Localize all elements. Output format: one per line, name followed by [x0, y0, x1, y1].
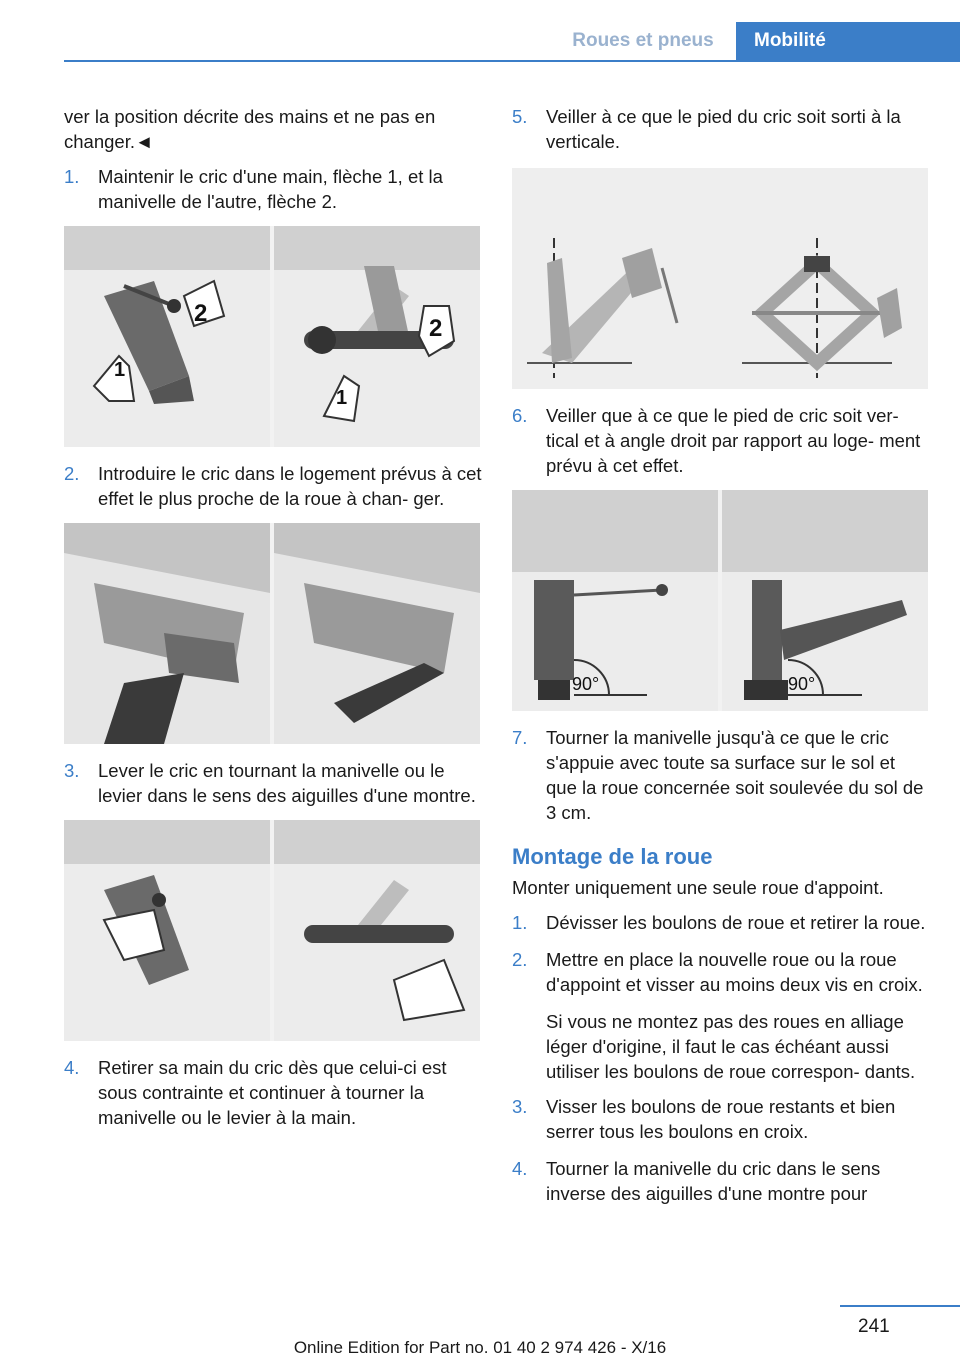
step-item [512, 104, 930, 154]
angle-label: 90° [572, 674, 600, 694]
edition-info: Online Edition for Part no. 01 40 2 974 426 - X/16 [293, 1338, 667, 1357]
section-tab[interactable]: Roues et pneus [572, 30, 714, 51]
arrow-label: 2 [194, 300, 208, 327]
step-note: Si vous ne montez pas des roues en alliage léger d'origine, il faut le cas échéant aussi utiliser les boulons de roue correspon- dants. [546, 1011, 916, 1082]
step-item [64, 461, 482, 511]
step-number: 4. [512, 1158, 528, 1179]
section-heading: Montage de la roue [512, 844, 713, 869]
arrow-label: 1 [114, 359, 126, 381]
right-column [512, 104, 930, 1218]
figure-crank-jack [64, 820, 480, 1041]
angle-label: 90° [788, 674, 816, 694]
step-text: Visser les boulons de roue restants et bien serrer tous les boulons en croix. [546, 1096, 896, 1142]
figure-jack-vertical-diagram [512, 168, 928, 389]
step-item [512, 403, 930, 478]
step-text: Veiller que à ce que le pied de cric soit ver- tical et à angle droit par rapport au loge- ment prévu à cet effet. [546, 405, 921, 476]
step-number: 2. [64, 463, 80, 484]
step-text: Introduire le cric dans le logement prévus à cet effet le plus proche de la roue à chan- ger. [98, 463, 482, 509]
step-item [512, 725, 930, 825]
step-text: Maintenir le cric d'une main, flèche 1, et la manivelle de l'autre, flèche 2. [98, 166, 443, 212]
step-text: Veiller à ce que le pied du cric soit sorti à la verticale. [546, 106, 901, 152]
step-text: Retirer sa main du cric dès que celui-ci est sous contrainte et continuer à tourner la manivelle ou le levier à la main. [98, 1057, 447, 1128]
step-text: Mettre en place la nouvelle roue ou la roue d'appoint et visser au moins deux vis en croix. [546, 949, 923, 995]
step-text: Tourner la manivelle du cric dans le sens inverse des aiguilles d'une montre pour [546, 1158, 881, 1204]
step-number: 1. [512, 912, 528, 933]
figure-jack-right-angle [512, 490, 928, 711]
step-item [64, 1055, 482, 1130]
step-text: Lever le cric en tournant la manivelle ou le levier dans le sens des aiguilles d'une montre. [98, 760, 476, 806]
footer-rule [840, 1305, 960, 1307]
figure-hold-jack [64, 226, 480, 447]
chapter-tab[interactable]: Mobilité [736, 22, 960, 60]
section-intro: Monter uniquement une seule roue d'appoint. [512, 877, 884, 898]
step-item [512, 1156, 930, 1206]
left-column [64, 104, 482, 1142]
arrow-label: 2 [429, 315, 443, 342]
figure-jack-placement [64, 523, 480, 744]
step-item [512, 1094, 930, 1144]
step-item [512, 910, 930, 935]
step-text: Tourner la manivelle jusqu'à ce que le cric s'appuie avec toute sa surface sur le sol et que la roue concernée soit soulevée du sol de 3 cm. [546, 727, 924, 823]
step-item [512, 947, 930, 997]
step-number: 7. [512, 727, 528, 748]
step-item [64, 758, 482, 808]
step-number: 1. [64, 166, 80, 187]
arrow-label: 1 [336, 387, 348, 409]
step-text: Dévisser les boulons de roue et retirer la roue. [546, 912, 926, 933]
intro-text: ver la position décrite des mains et ne pas en changer.◄ [64, 106, 436, 152]
step-number: 5. [512, 106, 528, 127]
step-number: 3. [64, 760, 80, 781]
step-number: 6. [512, 405, 528, 426]
step-number: 4. [64, 1057, 80, 1078]
step-item [64, 164, 482, 214]
step-number: 2. [512, 949, 528, 970]
page-number: 241 [858, 1316, 890, 1337]
step-number: 3. [512, 1096, 528, 1117]
